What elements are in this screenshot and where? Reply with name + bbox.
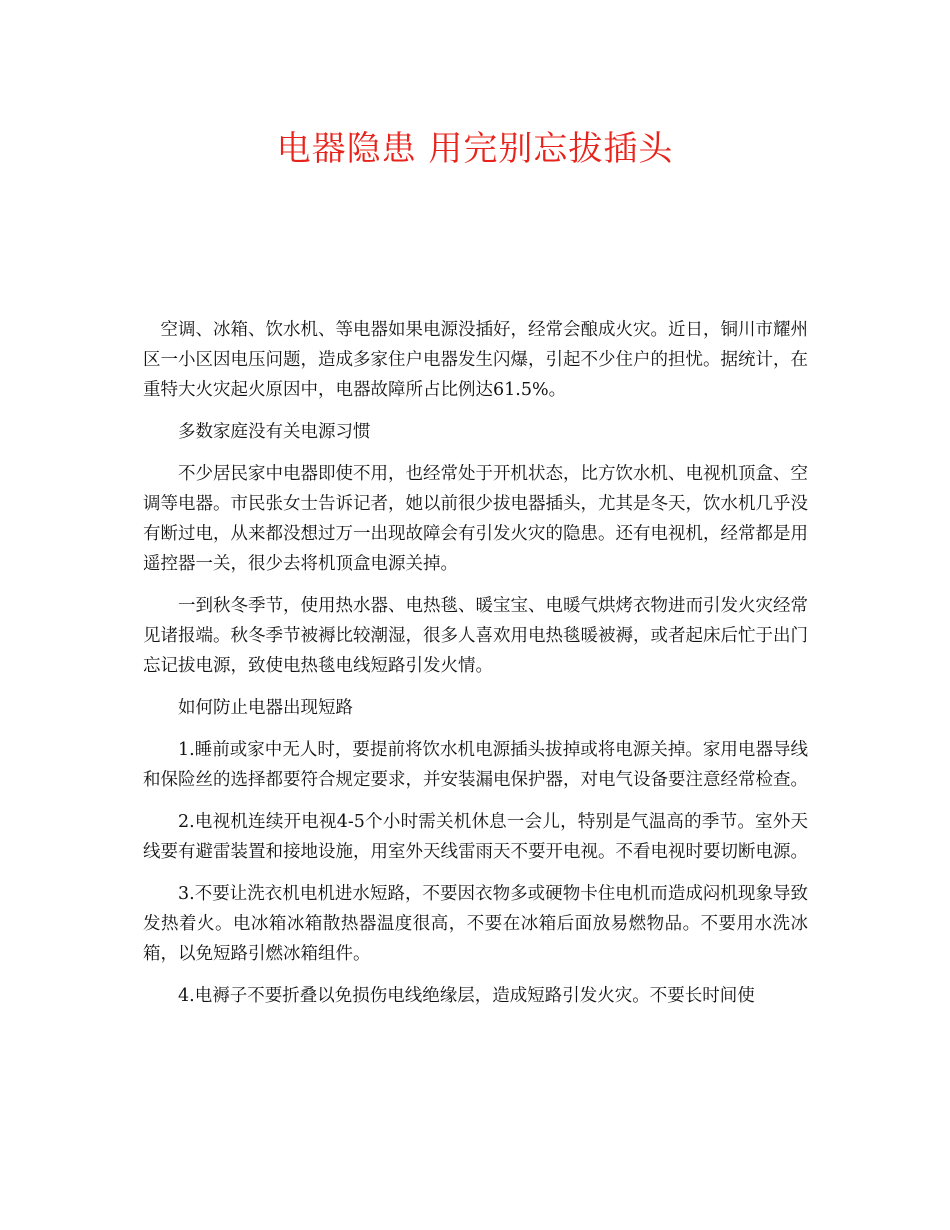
paragraph-intro: 空调、冰箱、饮水机、等电器如果电源没插好，经常会酿成火灾。近日，铜川市耀州区一小区因电压问题，造成多家住户电器发生闪爆，引起不少住户的担忧。据统计，在重特大火灾起火原因中，电器故障所占比例达61.5%。 — [143, 320, 808, 400]
paragraph-residents: 不少居民家中电器即使不用，也经常处于开机状态，比方饮水机、电视机顶盒、空调等电器。市民张女士告诉记者，她以前很少拔电器插头，尤其是冬天，饮水机几乎没有断过电，从来都没想过万一出现故障会有引发火灾的隐患。还有电视机，经常都是用遥控器一关，很少去将机顶盒电源关掉。 — [143, 464, 808, 574]
document-body — [143, 315, 808, 1023]
list-item-2: 2.电视机连续开电视4-5个小时需关机休息一会儿，特别是气温高的季节。室外天线要有避雷装置和接地设施，用室外天线雷雨天不要开电视。不看电视时要切断电源。 — [143, 812, 808, 862]
section-heading-habits: 多数家庭没有关电源习惯 — [178, 422, 371, 442]
section-heading-prevention: 如何防止电器出现短路 — [178, 698, 353, 718]
document-title: 电器隐患 用完别忘拔插头 — [276, 129, 674, 169]
list-item-4: 4.电褥子不要折叠以免损伤电线绝缘层，造成短路引发火灾。不要长时间使 — [178, 986, 755, 1006]
list-item-1: 1.睡前或家中无人时，要提前将饮水机电源插头拔掉或将电源关掉。家用电器导线和保险丝的选择都要符合规定要求，并安装漏电保护器，对电气设备要注意经常检查。 — [143, 740, 808, 790]
list-item-3: 3.不要让洗衣机电机进水短路，不要因衣物多或硬物卡住电机而造成闷机现象导致发热着火。电冰箱冰箱散热器温度很高，不要在冰箱后面放易燃物品。不要用水洗冰箱，以免短路引燃冰箱组件。 — [143, 884, 808, 964]
paragraph-autumn-winter: 一到秋冬季节，使用热水器、电热毯、暖宝宝、电暖气烘烤衣物进而引发火灾经常见诸报端。秋冬季节被褥比较潮湿，很多人喜欢用电热毯暖被褥，或者起床后忙于出门忘记拔电源，致使电热毯电线短路引发火情。 — [143, 596, 808, 676]
